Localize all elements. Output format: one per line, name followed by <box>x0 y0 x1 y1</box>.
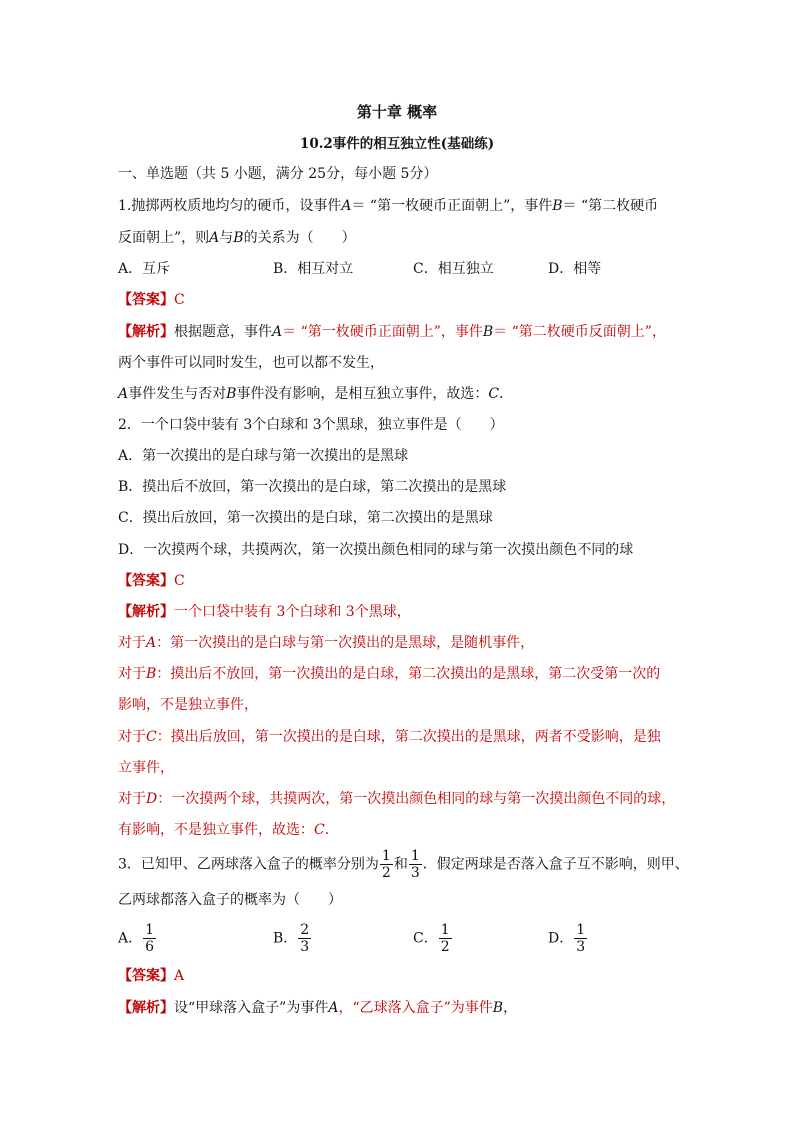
q3-answer: 【答案】A <box>118 968 185 984</box>
q2-option-a: A．第一次摸出的是白球与第一次摸出的是黑球 <box>118 448 409 464</box>
q1-stem-line1: 1.抛掷两枚质地均匀的硬币，设事件A＝ “第一枚硬币正面朝上”，事件B＝ “第二枚硬币 <box>118 198 659 214</box>
q3-options <box>118 922 678 956</box>
q2-option-b: B．摸出后不放回，第一次摸出的是白球，第二次摸出的是黑球 <box>118 479 507 495</box>
section-header: 一、单选题（共 5 小题，满分 25分，每小题 5分） <box>118 166 438 182</box>
q2-option-d: D．一次摸两个球，共摸两次，第一次摸出颜色相同的球与第一次摸出颜色不同的球 <box>118 542 634 558</box>
q2-analysis-line1: 【解析】一个口袋中装有 3个白球和 3个黑球， <box>118 604 411 620</box>
q3-stem-line1: 3．已知甲、乙两球落入盒子的概率分别为 $\frac{1}{2}$ 和 $\frac{1}{3}$ ．假定两球是否落入盒子互不影响，则甲、 <box>118 848 689 881</box>
q3-option-c: C． $\frac{1}{2}$ <box>413 922 450 955</box>
q2-option-c: C．摸出后放回，第一次摸出的是白球，第二次摸出的是黑球 <box>118 510 493 526</box>
q3-fraction-2: $\frac{1}{3}$ <box>410 848 420 881</box>
chapter-title: 第十章 概率 <box>356 103 438 121</box>
q3-option-a: A． $\frac{1}{6}$ <box>118 922 155 955</box>
q1-option-d: D．相等 <box>548 261 602 277</box>
q2-analysis-b1: 对于B：摸出后不放回，第一次摸出的是白球，第二次摸出的是黑球，第二次受第一次的 <box>118 666 661 682</box>
q1-stem-line2: 反面朝上”，则A与B的关系为（ ） <box>118 230 356 246</box>
q2-answer: 【答案】C <box>118 573 185 589</box>
q3-option-d: D． $\frac{1}{3}$ <box>548 922 586 955</box>
q2-analysis-d1: 对于D：一次摸两个球，共摸两次，第一次摸出颜色相同的球与第一次摸出颜色不同的球， <box>118 791 676 807</box>
q1-analysis-line3: A事件发生与否对B事件没有影响，是相互独立事件，故选：C． <box>118 386 514 402</box>
q2-analysis-a: 对于A：第一次摸出的是白球与第一次摸出的是黑球，是随机事件， <box>118 635 535 651</box>
q1-answer: 【答案】C <box>118 292 185 308</box>
q3-fraction-1: $\frac{1}{2}$ <box>381 848 391 881</box>
q3-analysis-line1: 【解析】设“甲球落入盒子”为事件A，“乙球落入盒子”为事件B， <box>118 1000 518 1016</box>
q1-analysis-line1: 【解析】根据题意，事件A＝ “第一枚硬币正面朝上”，事件B＝ “第二枚硬币反面朝上”， <box>118 324 666 340</box>
q3-option-b: B． $\frac{2}{3}$ <box>273 922 310 955</box>
q1-option-c: C．相互独立 <box>413 261 494 277</box>
q1-option-a: A．互斥 <box>118 261 171 277</box>
q1-option-b: B．相互对立 <box>273 261 354 277</box>
section-title: 10.2事件的相互独立性(基础练) <box>299 136 495 152</box>
q2-analysis-b2: 影响，不是独立事件， <box>118 697 258 713</box>
q3-stem-line2: 乙两球都落入盒子的概率为（ ） <box>118 892 342 908</box>
q2-analysis-c1: 对于C：摸出后放回，第一次摸出的是白球，第二次摸出的是黑球，两者不受影响，是独 <box>118 729 661 745</box>
q2-analysis-d2: 有影响，不是独立事件，故选：C． <box>118 822 339 838</box>
q2-analysis-c2: 立事件， <box>118 760 174 776</box>
q2-stem: 2．一个口袋中装有 3个白球和 3个黑球，独立事件是（ ） <box>118 417 504 433</box>
q1-analysis-line2: 两个事件可以同时发生，也可以都不发生， <box>118 355 384 371</box>
